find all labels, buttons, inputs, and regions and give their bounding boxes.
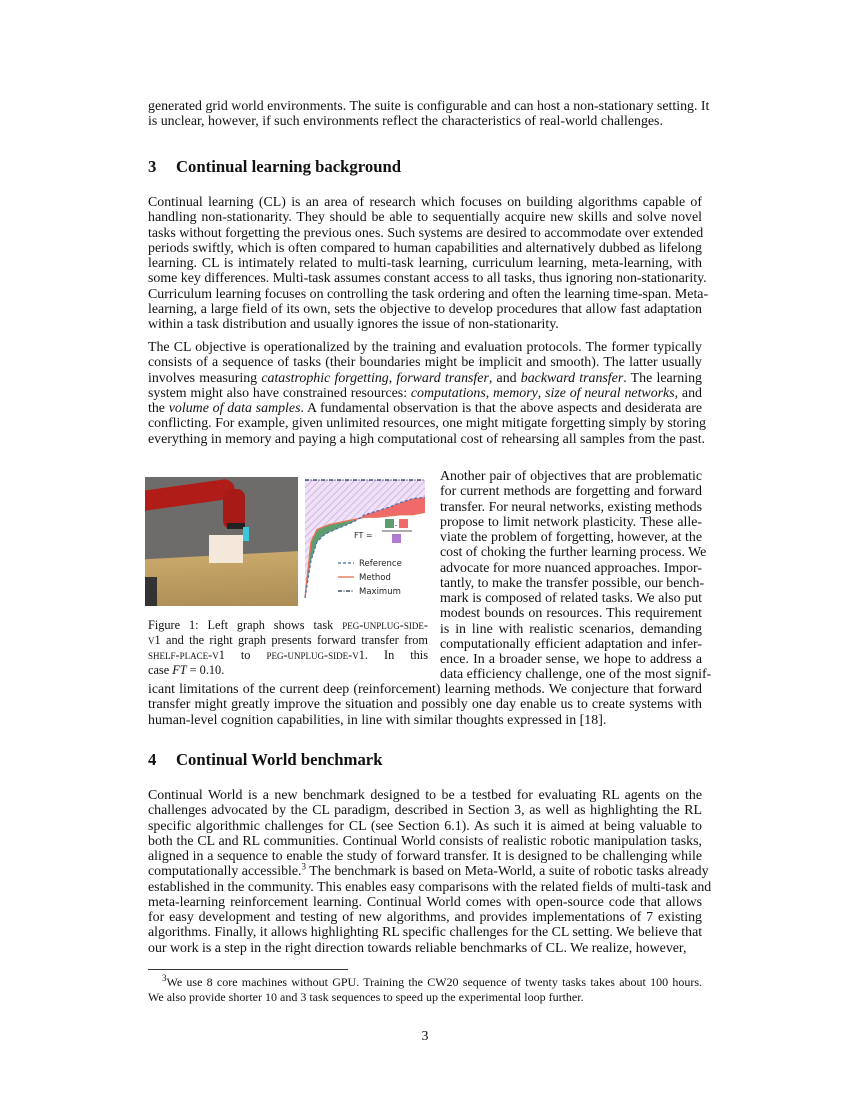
text-line: icant limitations of the current deep (reinforcement) learning methods. We conjecture that forward xyxy=(148,682,702,697)
text-line: modest bounds on resources. This requirement xyxy=(440,606,702,622)
paragraph-intro-continued xyxy=(148,99,710,130)
text-line: conflicting. For example, given unlimited resources, one might mitigate forgetting simply by storing xyxy=(148,416,706,432)
text-line: system might also have constrained resources: computations, memory, size of neural networks, and xyxy=(148,385,702,401)
figure-1-caption xyxy=(148,618,428,678)
text-line: Continual learning (CL) is an area of research which focuses on building algorithms capable of xyxy=(148,195,702,210)
paragraph-cl-definition xyxy=(148,195,709,332)
text-line: aligned in a sequence to enable the study of forward transfer. It is designed to be challenging while xyxy=(148,849,702,864)
paragraph-continual-world xyxy=(148,788,712,956)
text-line: data efficiency challenge, one of the most signif- xyxy=(440,667,712,683)
footnote-3 xyxy=(148,975,702,1005)
footnote-rule xyxy=(148,969,348,970)
text-line: The CL objective is operationalized by the training and evaluation protocols. The former typically xyxy=(148,340,702,355)
text-line: Another pair of objectives that are problematic xyxy=(440,469,702,484)
text-line: We also provide shorter 10 and 3 task sequences to speed up the experimental loop further. xyxy=(148,990,584,1004)
text-line: v1 and the right graph presents forward transfer from xyxy=(148,633,428,648)
text-line: challenges advocated by the CL paradigm, described in Section 3, as well as highlighting the RL xyxy=(148,803,702,819)
text-line: Curriculum learning focuses on controlling the task ordering and often the learning time-span. Meta- xyxy=(148,286,709,302)
text-line: established in the community. This enables easy comparisons with the related fields of multi-task and xyxy=(148,879,712,895)
text-line: $^3$We use 8 core machines without GPU. Training the CW20 sequence of twenty tasks takes about 100 hours. xyxy=(162,973,702,989)
paragraph-objectives-continued xyxy=(148,682,702,728)
text-line: consists of a sequence of tasks (their boundaries might be implicit and smooth). The latter usually xyxy=(148,355,702,371)
peg xyxy=(243,527,249,541)
robot-base xyxy=(145,577,157,606)
legend-method: Method xyxy=(359,573,391,583)
ft-minus-sign: - xyxy=(395,521,398,529)
text-line: tasks without forgetting the previous ones. Such systems are desired to accommodate over extended xyxy=(148,225,704,241)
ft-negative-area-swatch xyxy=(399,519,408,528)
section-4-heading: 4 Continual World benchmark xyxy=(148,750,383,769)
text-line: is unclear, however, if such environments reflect the characteristics of real-world challenges. xyxy=(148,114,663,130)
text-line: propose to limit network plasticity. These alle- xyxy=(440,514,702,530)
text-line: within a task distribution and usually ignores the issue of non-stationarity. xyxy=(148,317,559,332)
text-line: transfer. For neural networks, existing methods xyxy=(440,499,702,515)
text-line: mark is composed of related tasks. We also put xyxy=(440,591,702,606)
text-line: shelf-place-v1 to peg-unplug-side-v1. In this xyxy=(148,648,428,663)
text-line: ence. In a broader sense, we hope to address a xyxy=(440,652,702,667)
text-line: Continual World is a new benchmark designed to be a testbed for evaluating RL agents on the xyxy=(148,788,702,803)
text-line: algorithms. Finally, it allows highlighting RL specific challenges for the CL setting. We believe that xyxy=(148,925,703,941)
paragraph-objectives-column xyxy=(440,469,712,683)
text-line: computationally efficient adaptation and infer- xyxy=(440,636,702,652)
ft-label: FT = xyxy=(354,531,373,540)
paragraph-cl-objective xyxy=(148,340,706,447)
text-line: involves measuring catastrophic forgetting, forward transfer, and backward transfer. The learning xyxy=(148,370,702,386)
text-line: computationally accessible.$^3$ The benchmark is based on Meta-World, a suite of robotic tasks already xyxy=(148,861,709,880)
footnote-marker: 3 xyxy=(162,973,167,983)
text-line: generated grid world environments. The suite is configurable and can host a non-stationary setting. It xyxy=(148,99,710,114)
text-line: cost of choking the further learning process. We xyxy=(440,545,707,561)
text-line: advocate for more nuanced approaches. Impor- xyxy=(440,560,702,576)
text-line: is in line with realistic scenarios, demanding xyxy=(440,621,702,637)
forward-transfer-chart xyxy=(302,476,426,606)
robot-task-image xyxy=(145,477,298,606)
text-line: human-level cognition capabilities, in line with similar thoughts expressed in [18]. xyxy=(148,712,607,728)
text-line: viate the problem of forgetting, however, at the xyxy=(440,530,702,545)
text-line: learning, a large field of its own, sets the objective to develop procedures that allow fast adaptation xyxy=(148,301,702,317)
text-line: both the CL and RL communities. Continual World consists of realistic robotic manipulation tasks, xyxy=(148,833,702,849)
ft-area-swatch xyxy=(392,534,401,543)
text-line: for current methods are forgetting and forward xyxy=(440,484,702,500)
text-line: some key differences. Multi-task assumes constant access to all tasks, thus ignoring non-stationarity. xyxy=(148,271,707,287)
text-line: handling non-stationarity. They should be able to sequentially acquire new skills and solve novel xyxy=(148,210,702,226)
legend-maximum: Maximum xyxy=(359,587,401,597)
text-line: the volume of data samples. A fundamental observation is that the above aspects and desiderata are xyxy=(148,401,702,416)
ft-positive-area-swatch xyxy=(385,519,394,528)
peg-box xyxy=(209,535,243,563)
text-line: our work is a step in the right direction towards reliable benchmarks of CL. We realize, however, xyxy=(148,940,687,956)
text-line: meta-learning reinforcement learning. Continual World comes with open-source code that allows xyxy=(148,894,702,910)
text-line: Figure 1: Left graph shows task peg-unplug-side- xyxy=(148,618,428,632)
page-number: 3 xyxy=(421,1029,429,1044)
text-line: periods swiftly, which is often compared to human capabilities and alternatively dubbed as lifelong xyxy=(148,240,702,256)
text-line: for easy development and testing of new algorithms, and provides implementations of 7 existing xyxy=(148,910,702,925)
text-line: tantly, to make the transfer possible, our bench- xyxy=(440,575,705,591)
text-line: everything in memory and paying a high computational cost of rehearsing all samples from the past. xyxy=(148,431,706,447)
section-3-heading: 3 Continual learning background xyxy=(148,157,402,176)
legend-reference: Reference xyxy=(359,559,402,569)
text-line: specific algorithmic challenges for CL (see Section 6.1). As such it is aimed at being valuable to xyxy=(148,818,702,834)
text-line: transfer might greatly improve the situation and possibly one day enable us to create systems with xyxy=(148,697,702,713)
text-line: learning. CL is intimately related to multi-task learning, curriculum learning, meta-learning, with xyxy=(148,256,702,271)
footnote-marker: 3 xyxy=(301,861,307,872)
text-line: case FT = 0.10. xyxy=(148,663,225,678)
